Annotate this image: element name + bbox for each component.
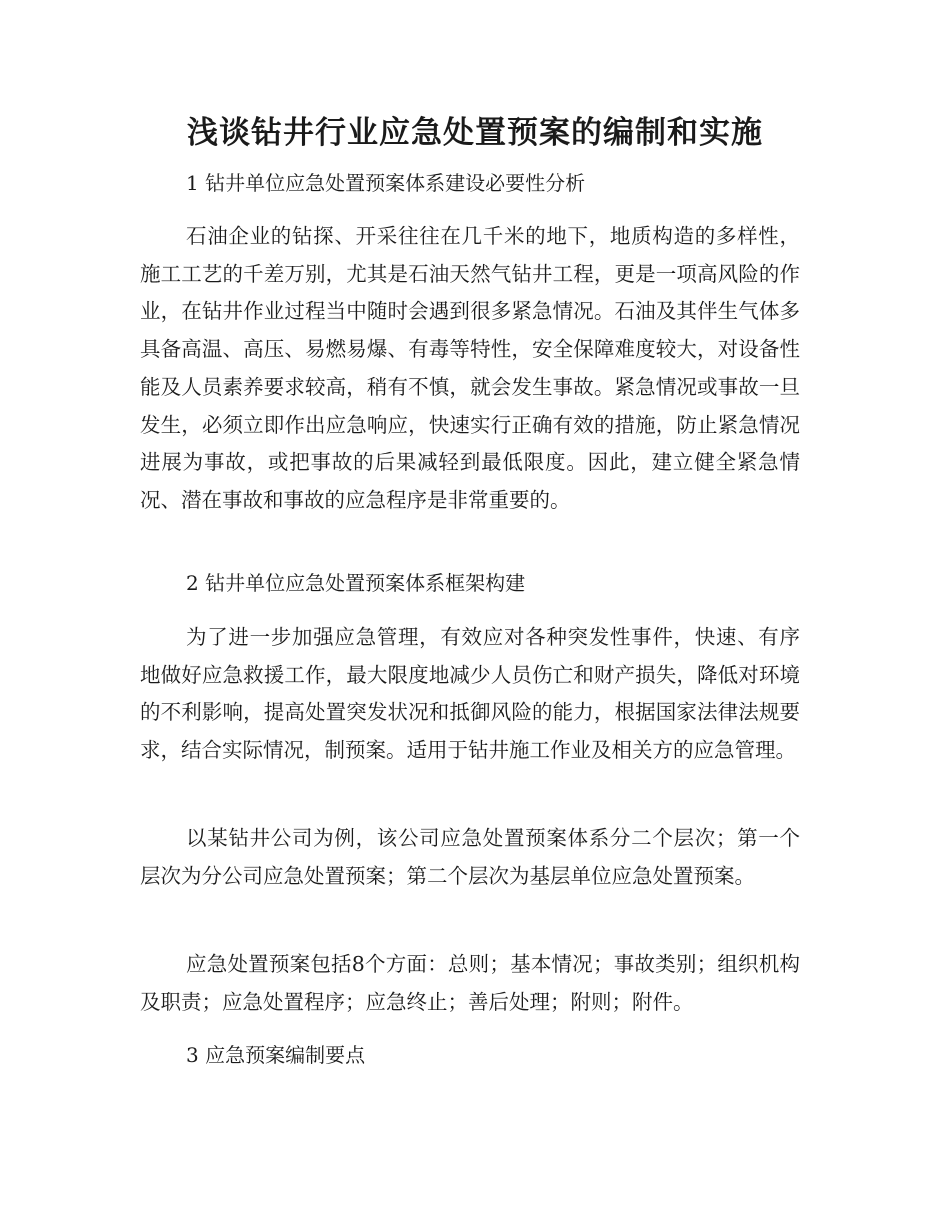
- section-2-paragraph-1: 为了进一步加强应急管理，有效应对各种突发性事件，快速、有序地做好应急救援工作，最大限度地减少人员伤亡和财产损失，降低对环境的不利影响，提高处置突发状况和抵御风险的能力，根据国家法律法规要求，结合实际情况，制预案。适用于钻井施工作业及相关方的应急管理。: [140, 625, 800, 763]
- section-heading-3: 3 应急预案编制要点: [186, 1043, 366, 1067]
- section-1-paragraph-1: 石油企业的钻探、开采往往在几千米的地下，地质构造的多样性，施工工艺的千差万别，尤其是石油天然气钻井工程，更是一项高风险的作业，在钻井作业过程当中随时会遇到很多紧急情况。石油及其伴生气体多具备高温、高压、易燃易爆、有毒等特性，安全保障难度较大，对设备性能及人员素养要求较高，稍有不慎，就会发生事故。紧急情况或事故一旦发生，必须立即作出应急响应，快速实行正确有效的措施，防止紧急情况进展为事故，或把事故的后果减轻到最低限度。因此，建立健全紧急情况、潜在事故和事故的应急程序是非常重要的。: [140, 224, 800, 512]
- document-title: 浅谈钻井行业应急处置预案的编制和实施: [187, 115, 763, 151]
- section-heading-1: 1 钻井单位应急处置预案体系建设必要性分析: [186, 171, 586, 195]
- section-2-paragraph-2: 以某钻井公司为例，该公司应急处置预案体系分二个层次；第一个层次为分公司应急处置预案；第二个层次为基层单位应急处置预案。: [140, 826, 800, 888]
- section-2-paragraph-3: 应急处置预案包括8个方面：总则；基本情况；事故类别；组织机构及职责；应急处置程序；应急终止；善后处理；附则；附件。: [140, 952, 800, 1014]
- section-heading-2: 2 钻井单位应急处置预案体系框架构建: [186, 571, 526, 595]
